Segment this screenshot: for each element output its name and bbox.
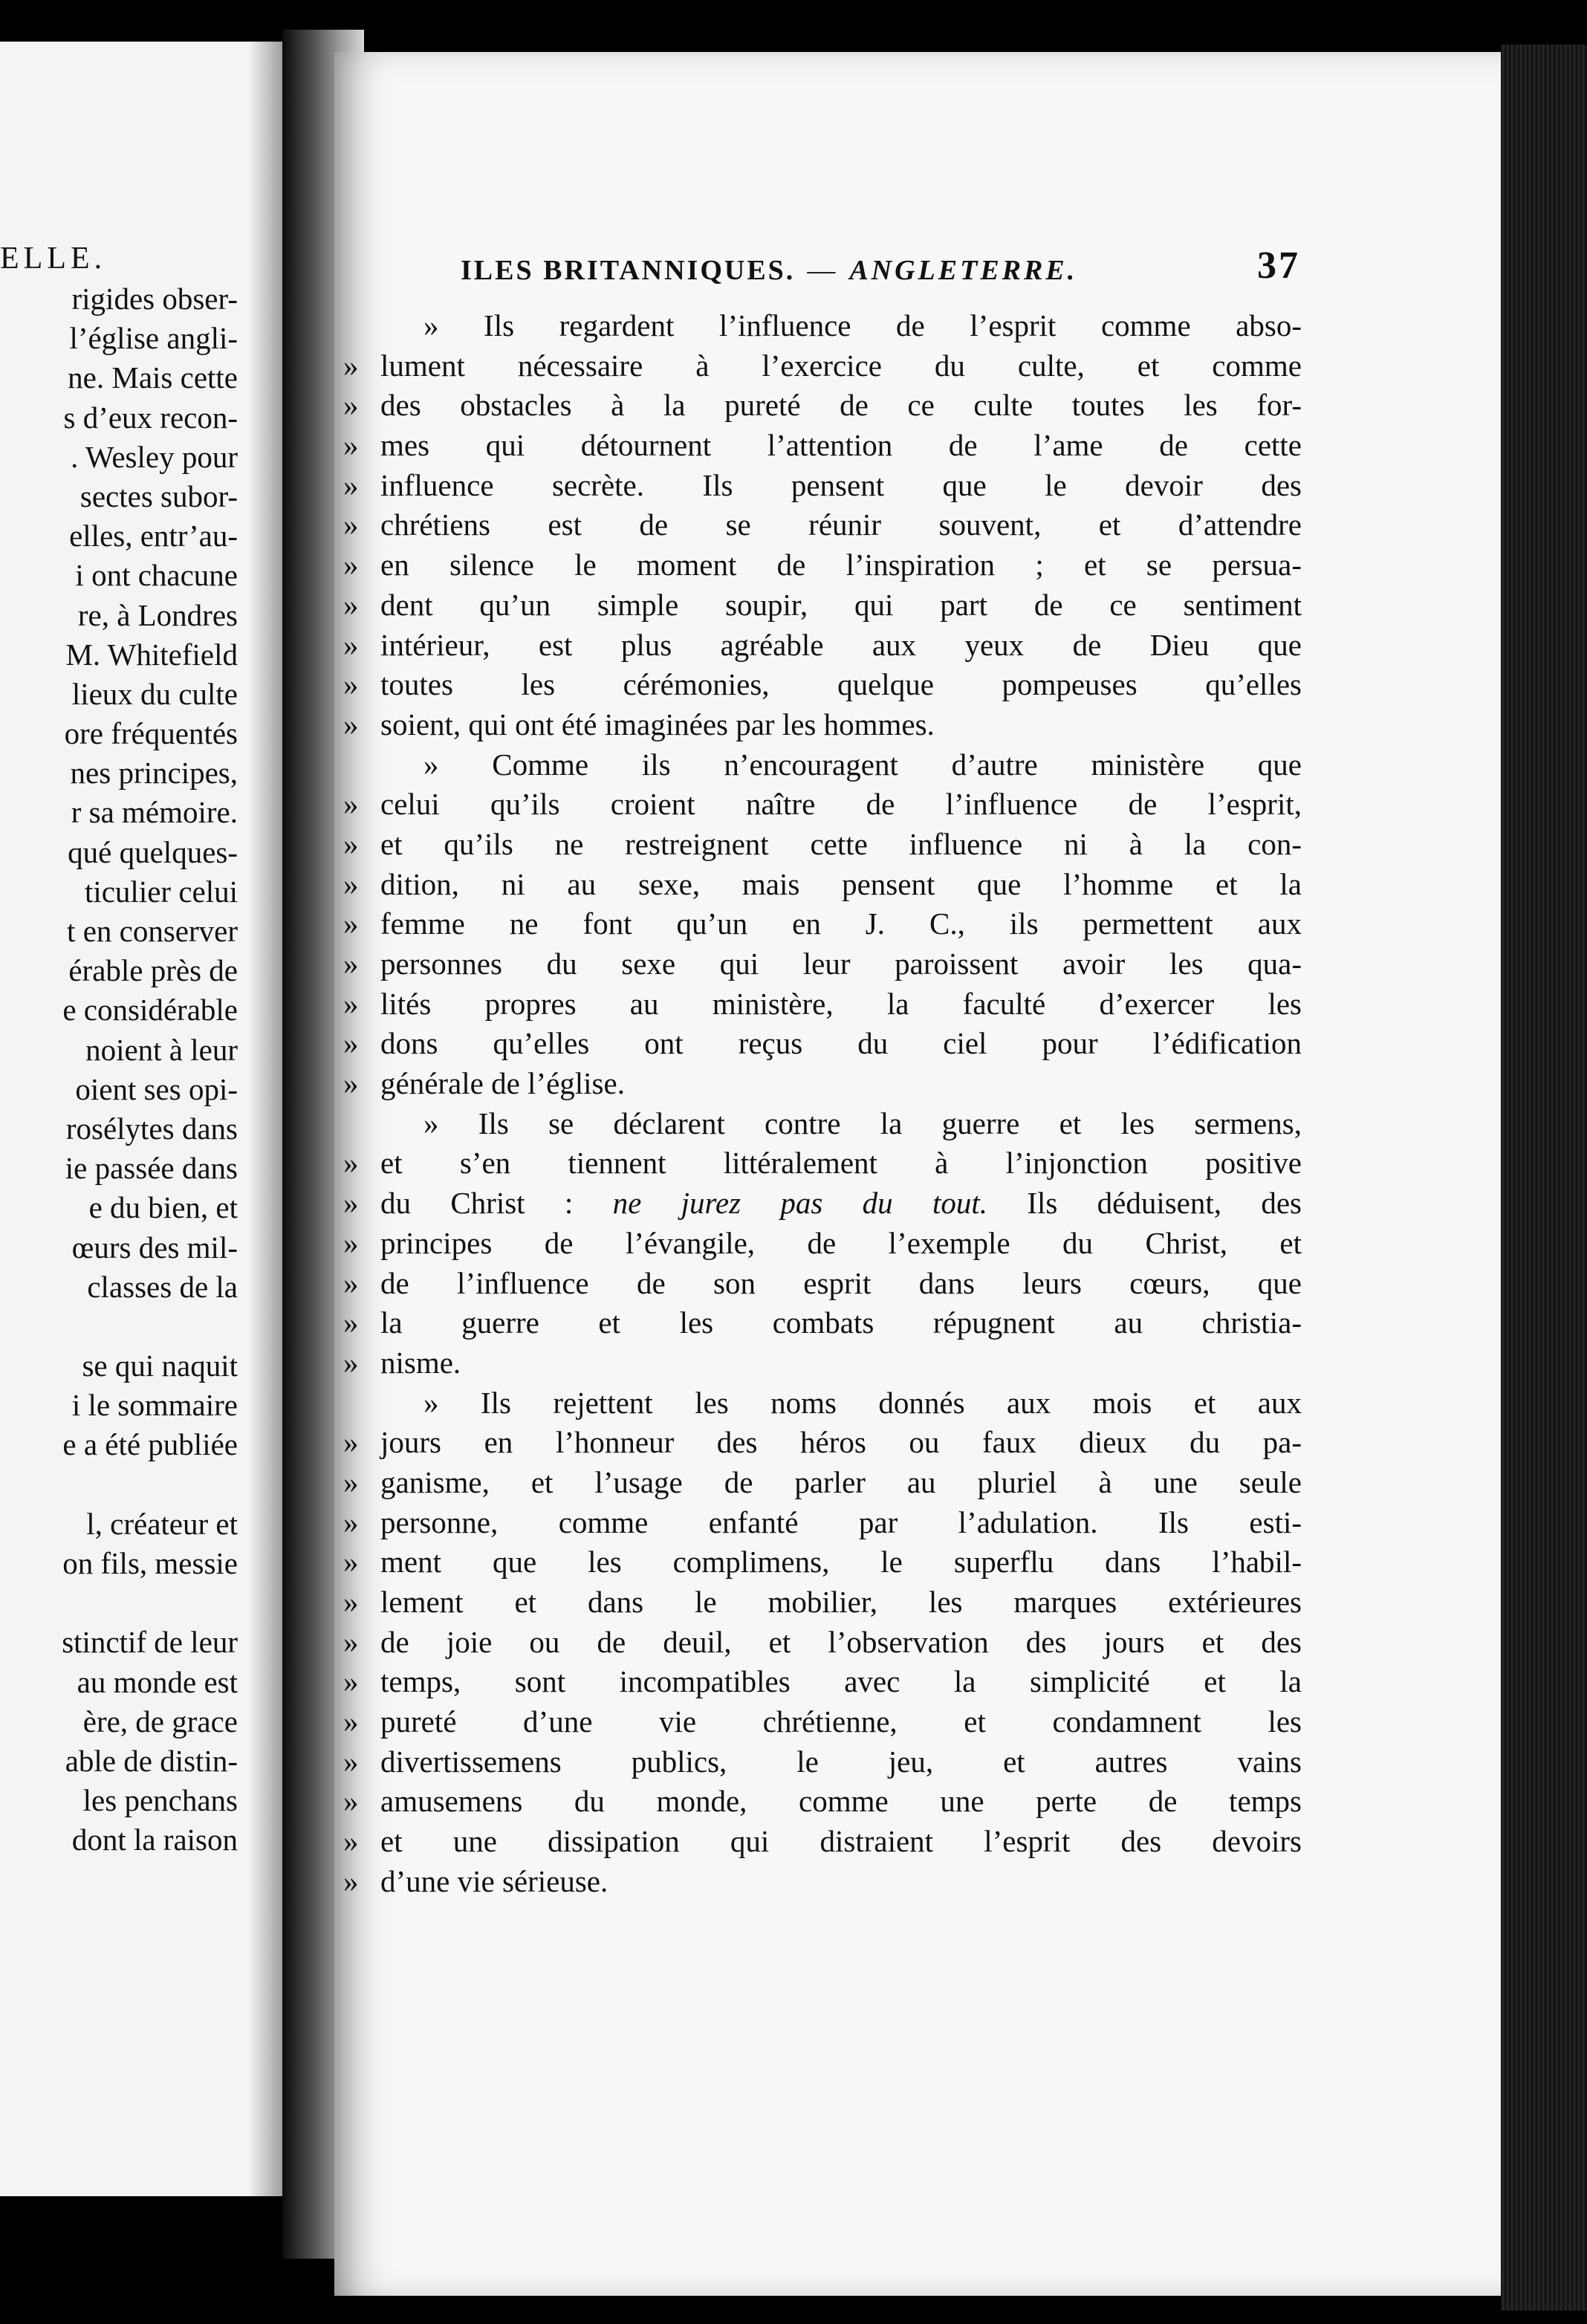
left-page-line: ore fréquentés (64, 716, 238, 751)
quote-mark: » (343, 1146, 359, 1181)
line-text: » Ils rejettent les noms donnés aux mois et aux (423, 1385, 1302, 1420)
text-line (343, 466, 1302, 506)
quote-mark: » (343, 388, 359, 423)
line-text: d’une vie sérieuse. (380, 1863, 608, 1898)
left-page-line: t en conserver (67, 914, 238, 948)
text-line (343, 1623, 1302, 1663)
text-line (343, 1463, 1302, 1503)
line-text: femme ne font qu’un en J. C., ils permettent aux (380, 906, 1302, 941)
text-line (343, 825, 1302, 865)
line-text: générale de l’église. (380, 1066, 625, 1101)
quote-mark: » (343, 1265, 359, 1300)
quote-mark: » (343, 707, 359, 741)
left-page-line: les penchans (82, 1783, 238, 1818)
quote-mark: » (343, 1744, 359, 1779)
left-page-line: e du bien, et (88, 1190, 238, 1225)
text-line (343, 505, 1302, 545)
line-text: ment que les complimens, le superflu dans l’habil- (380, 1545, 1302, 1580)
left-page-line: l’église angli- (69, 321, 238, 356)
text-line (343, 944, 1302, 984)
line-text: amusemens du monde, comme une perte de temps (380, 1784, 1302, 1819)
text-line (343, 1822, 1302, 1862)
text-line (343, 665, 1302, 705)
quote-mark: » (343, 467, 359, 502)
left-page-line: i ont chacune (75, 558, 238, 593)
quote-mark: » (343, 1624, 359, 1659)
quote-mark: » (343, 906, 359, 941)
left-page-line: elles, entr’au- (69, 519, 238, 554)
line-text: pureté d’une vie chrétienne, et condamnent les (380, 1704, 1302, 1739)
text-line (343, 1064, 1302, 1104)
text-line (343, 426, 1302, 466)
line-text: principes de l’évangile, de l’exemple du Christ, et (380, 1225, 1302, 1260)
quote-mark: » (343, 1585, 359, 1619)
text-line (343, 1303, 1302, 1343)
text-line (343, 1343, 1302, 1383)
quote-mark (343, 306, 380, 346)
text-line (343, 745, 1302, 785)
line-text: dons qu’elles ont reçus du ciel pour l’édification (380, 1026, 1302, 1061)
left-page-line: e considérable (62, 993, 238, 1028)
left-page-line: . Wesley pour (71, 439, 238, 474)
quote-mark: » (343, 1863, 359, 1898)
left-page-line: able de distin- (65, 1743, 238, 1778)
left-page-line: l, créateur et (86, 1506, 238, 1541)
quote-mark (343, 745, 380, 785)
quote-mark: » (343, 1225, 359, 1260)
quote-mark: » (343, 1505, 359, 1539)
line-text: de l’influence de son esprit dans leurs cœurs, que (380, 1265, 1302, 1300)
left-page-line: lieux du culte (71, 676, 238, 711)
quote-mark: » (343, 986, 359, 1021)
quote-mark: » (343, 428, 359, 463)
text-line (343, 1383, 1302, 1424)
left-page-line: classes de la (87, 1269, 238, 1304)
line-text: du Christ : ne jurez pas du tout. Ils déduisent, des (380, 1186, 1302, 1221)
quote-mark: » (343, 826, 359, 861)
left-page-line: stinctif de leur (62, 1625, 238, 1660)
text-line (343, 1782, 1302, 1822)
body-text (343, 306, 1302, 1902)
text-line (343, 346, 1302, 386)
left-page-line: ne. Mais cette (68, 360, 238, 395)
left-page-line: ie passée dans (65, 1151, 238, 1186)
left-page-line: rosélytes dans (65, 1111, 238, 1146)
line-text: » Comme ils n’encouragent d’autre ministère que (423, 747, 1302, 782)
line-text: dent qu’un simple soupir, qui part de ce sentiment (380, 587, 1302, 622)
italic-quote: ne jurez pas du tout. (612, 1186, 987, 1221)
line-text: influence secrète. Ils pensent que le devoir des (380, 467, 1302, 502)
quote-mark (343, 1104, 380, 1144)
quote-mark: » (343, 1784, 359, 1819)
text-line (343, 1024, 1302, 1064)
quote-mark: » (343, 667, 359, 702)
left-gutter-shadow (248, 42, 282, 2196)
left-page-line: noient à leur (85, 1032, 238, 1067)
left-page-line (62, 1583, 238, 1623)
line-text: personne, comme enfanté par l’adulation. Ils esti- (380, 1505, 1302, 1539)
quote-mark: » (343, 587, 359, 622)
line-text: et qu’ils ne restreignent cette influence ni à la con- (380, 826, 1302, 861)
quote-mark: » (343, 348, 359, 383)
left-page-line: re, à Londres (77, 597, 238, 632)
text-line (343, 306, 1302, 346)
left-page-line: rigides obser- (71, 282, 238, 316)
text-line (343, 545, 1302, 585)
quote-mark: » (343, 1026, 359, 1061)
left-page-line: qué quelques- (68, 834, 238, 869)
text-line (343, 1662, 1302, 1702)
left-page-line: on fils, messie (62, 1546, 238, 1580)
line-text: et une dissipation qui distraient l’esprit des devoirs (380, 1824, 1302, 1859)
text-line (343, 386, 1302, 426)
quote-mark: » (343, 1464, 359, 1499)
line-text: toutes les cérémonies, quelque pompeuses qu’elles (380, 667, 1302, 702)
left-page-line: œurs des mil- (71, 1230, 238, 1265)
text-line (343, 1702, 1302, 1742)
left-page-line: ère, de grace (82, 1704, 238, 1739)
left-page-line: r sa mémoire. (71, 795, 238, 830)
quote-mark: » (343, 787, 359, 822)
left-page-line: dont la raison (71, 1822, 238, 1857)
text-line (343, 1224, 1302, 1264)
running-head-dash: — (807, 255, 838, 286)
line-text: » Ils se déclarent contre la guerre et les sermens, (423, 1106, 1302, 1140)
line-text: et s’en tiennent littéralement à l’injonction positive (380, 1146, 1302, 1181)
page-number: 37 (1257, 244, 1300, 287)
quote-mark: » (343, 548, 359, 582)
left-page-line (62, 1465, 238, 1505)
left-page-line: s d’eux recon- (63, 400, 238, 435)
left-page-line: e a été publiée (62, 1427, 238, 1462)
line-text: ganisme, et l’usage de parler au pluriel à une seule (380, 1464, 1302, 1499)
text-line (343, 865, 1302, 905)
text-line (343, 1742, 1302, 1782)
left-page-line: oient ses opi- (75, 1071, 238, 1106)
quote-mark: » (343, 1824, 359, 1859)
line-text: en silence le moment de l’inspiration ; et se persua- (380, 548, 1302, 582)
running-head-subtitle: ANGLETERRE. (849, 255, 1078, 286)
line-text: la guerre et les combats répugnent au christia- (380, 1305, 1302, 1340)
text-line (343, 904, 1302, 944)
line-text: mes qui détournent l’attention de l’ame de cette (380, 428, 1302, 463)
line-text: personnes du sexe qui leur paroissent avoir les qua- (380, 947, 1302, 981)
line-text: temps, sont incompatibles avec la simplicité et la (380, 1664, 1302, 1699)
text-line (343, 1143, 1302, 1184)
left-page-line: nes principes, (70, 756, 238, 791)
line-text: de joie ou de deuil, et l’observation des jours et des (380, 1624, 1302, 1659)
left-page-text (62, 279, 238, 1860)
left-page-fragment (0, 42, 282, 2196)
line-text: nisme. (380, 1345, 461, 1380)
line-text: intérieur, est plus agréable aux yeux de Dieu que (380, 627, 1302, 662)
line-text: des obstacles à la pureté de ce culte toutes les for- (380, 388, 1302, 423)
line-text: lument nécessaire à l’exercice du culte, et comme (380, 348, 1302, 383)
line-text: » Ils regardent l’influence de l’esprit comme abso- (423, 308, 1302, 343)
text-line (343, 1184, 1302, 1224)
left-page-line: i le sommaire (71, 1388, 238, 1423)
line-text: lement et dans le mobilier, les marques extérieures (380, 1585, 1302, 1619)
line-text: chrétiens est de se réunir souvent, et d’attendre (380, 507, 1302, 542)
quote-mark: » (343, 1664, 359, 1699)
left-page-line: M. Whitefield (65, 637, 238, 672)
text-line (343, 705, 1302, 745)
text-line (343, 585, 1302, 626)
left-running-head: ELLE. (0, 241, 107, 276)
left-page-line: au monde est (77, 1664, 238, 1699)
text-line (343, 1423, 1302, 1463)
text-line (343, 626, 1302, 666)
quote-mark: » (343, 627, 359, 662)
text-line (343, 984, 1302, 1025)
left-page-line: érable près de (68, 953, 238, 988)
line-text: soient, qui ont été imaginées par les hommes. (380, 707, 935, 741)
line-text: divertissemens publics, le jeu, et autres vains (380, 1744, 1302, 1779)
line-text: celui qu’ils croient naître de l’influence de l’esprit, (380, 787, 1302, 822)
quote-mark (343, 1383, 380, 1424)
text-line (343, 1862, 1302, 1902)
page-edges (1501, 45, 1587, 2311)
text-line (343, 1542, 1302, 1583)
quote-mark: » (343, 1066, 359, 1101)
quote-mark: » (343, 1186, 359, 1221)
text-line (343, 1104, 1302, 1144)
quote-mark: » (343, 1425, 359, 1460)
text-line (343, 1503, 1302, 1543)
quote-mark: » (343, 1704, 359, 1739)
quote-mark: » (343, 507, 359, 542)
line-text: lités propres au ministère, la faculté d’exercer les (380, 986, 1302, 1021)
line-text: dition, ni au sexe, mais pensent que l’homme et la (380, 866, 1302, 901)
text-line (343, 1583, 1302, 1623)
left-page-line: ticulier celui (84, 874, 238, 909)
text-line (343, 1264, 1302, 1304)
line-text: jours en l’honneur des héros ou faux dieux du pa- (380, 1425, 1302, 1460)
quote-mark: » (343, 1345, 359, 1380)
quote-mark: » (343, 1305, 359, 1340)
running-head-title: ILES BRITANNIQUES. (461, 255, 796, 286)
quote-mark: » (343, 866, 359, 901)
running-head (461, 244, 1300, 287)
text-line (343, 785, 1302, 825)
left-page-line: sectes subor- (79, 478, 238, 513)
quote-mark: » (343, 1545, 359, 1580)
left-page-line (62, 1307, 238, 1346)
quote-mark: » (343, 947, 359, 981)
left-page-line: se qui naquit (82, 1348, 238, 1383)
